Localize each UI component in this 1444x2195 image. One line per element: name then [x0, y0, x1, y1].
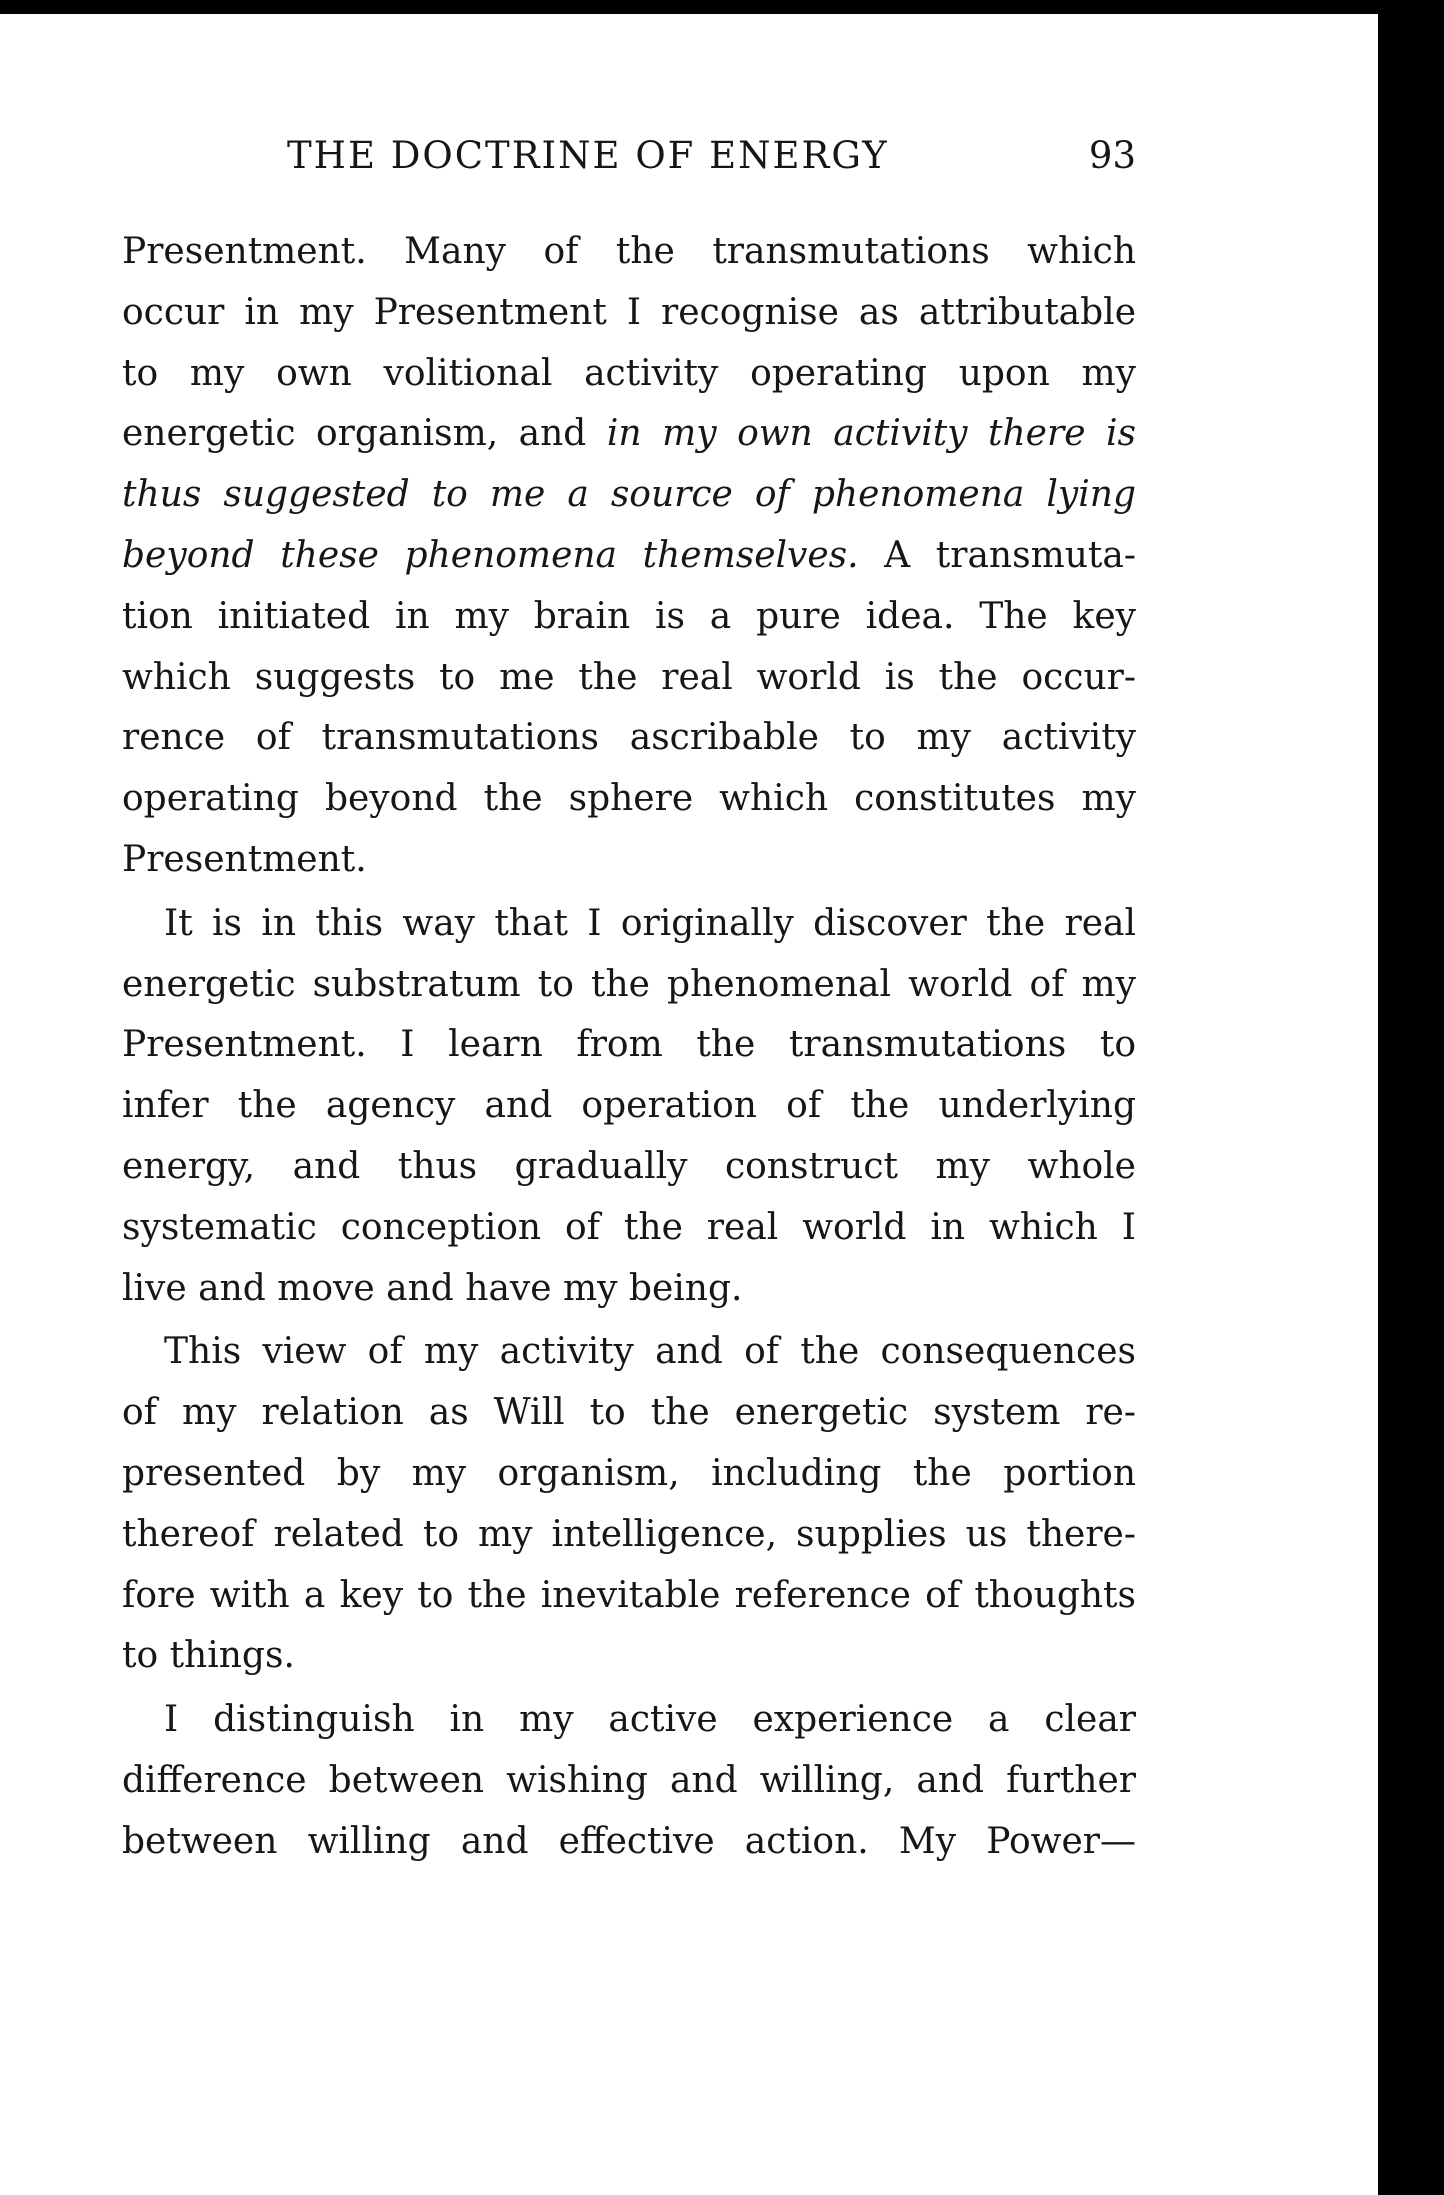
text-line: Presentment.: [122, 838, 367, 880]
page-number: 93: [1088, 134, 1136, 177]
italic-run: in my own activity there is: [606, 413, 1136, 455]
text-line: between willing and effective action. My Power—: [122, 1820, 1136, 1862]
paragraph-4: [122, 1690, 1136, 1872]
book-page: [0, 14, 1378, 2195]
text-line: live and move and have my being.: [122, 1267, 743, 1309]
text-line: presented by my organism, including the portion: [122, 1452, 1136, 1494]
text-line: fore with a key to the inevitable reference of thoughts: [122, 1574, 1136, 1616]
paragraph-3: [122, 1322, 1136, 1687]
text-line: energetic substratum to the phenomenal world of my: [122, 963, 1136, 1005]
text-run: energetic organism, and: [122, 413, 607, 455]
text-line: tion initiated in my brain is a pure idea. The key: [122, 595, 1136, 637]
text-line: rence of transmutations ascribable to my activity: [122, 717, 1136, 759]
text-line: [122, 404, 1136, 465]
text-line: systematic conception of the real world in which I: [122, 1206, 1136, 1248]
text-line: which suggests to me the real world is the occur-: [122, 656, 1136, 698]
text-line: energy, and thus gradually construct my whole: [122, 1145, 1136, 1187]
text-line: Presentment. Many of the transmutations which: [122, 231, 1136, 272]
body-text: [122, 222, 1136, 1876]
text-line: difference between wishing and willing, and further: [122, 1759, 1136, 1801]
text-line: of my relation as Will to the energetic system re-: [122, 1392, 1136, 1434]
italic-run: beyond these phenomena themselves.: [122, 534, 859, 576]
text-line: Presentment. I learn from the transmutations to: [122, 1024, 1136, 1066]
text-line: to my own volitional activity operating upon my: [122, 352, 1136, 394]
paragraph-2: [122, 894, 1136, 1320]
text-line: I distinguish in my active experience a clear: [164, 1699, 1136, 1741]
text-line: operating beyond the sphere which constitutes my: [122, 778, 1136, 820]
text-line: occur in my Presentment I recognise as attributable: [122, 291, 1136, 333]
text-line: [122, 526, 1136, 587]
italic-run: thus suggested to me a source of phenomena lying: [122, 474, 1136, 516]
paragraph-1: [122, 222, 1136, 891]
text-line: It is in this way that I originally discover the real: [164, 902, 1136, 944]
running-title: THE DOCTRINE OF ENERGY: [287, 134, 889, 177]
text-line: infer the agency and operation of the underlying: [122, 1085, 1136, 1127]
text-run: A transmuta-: [858, 534, 1136, 576]
text-line: This view of my activity and of the consequences: [164, 1331, 1136, 1373]
text-line: to things.: [122, 1635, 295, 1677]
text-line: thereof related to my intelligence, supplies us there-: [122, 1513, 1136, 1555]
text-line: [122, 465, 1136, 526]
running-head: [122, 134, 1136, 198]
